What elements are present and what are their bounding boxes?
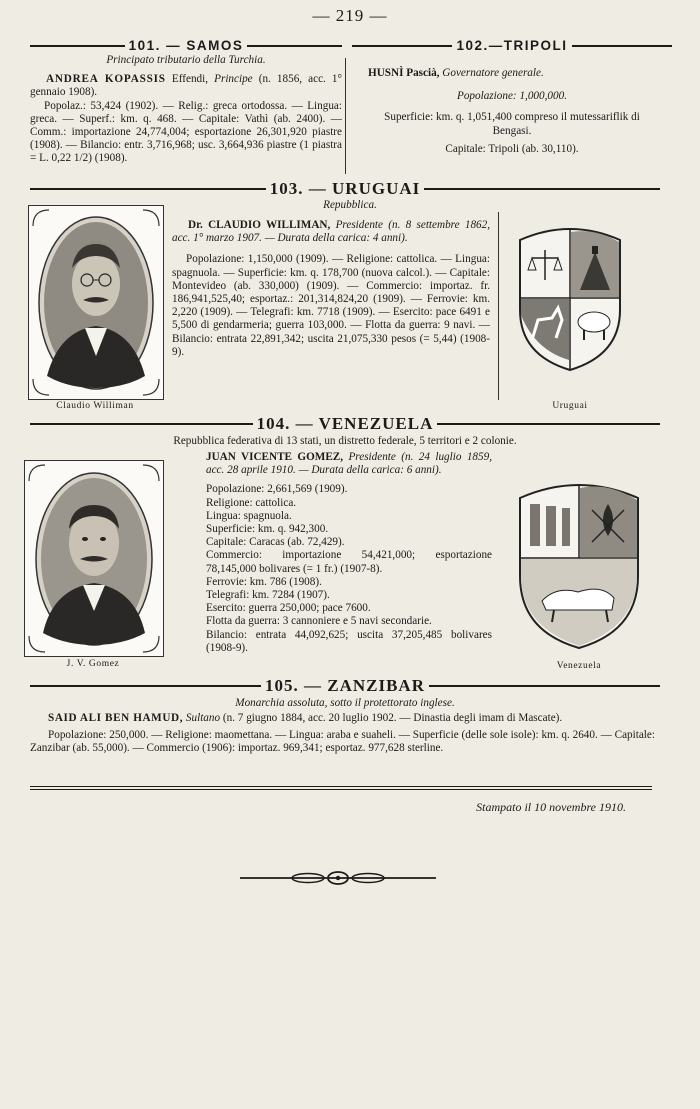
uruguai-body: Popolazione: 1,150,000 (1909). — Religione: cattolica. — Lingua: spagnuola. — Superficie: km. q. 178,700 (nuova calcol.). — Capitale: Montevideo (ab. 330,000) (1909). — Commercio: importaz. fr. 186,941,525,40; esportaz.: 201,314,824,20 (1909). — Ferrovie: km. 2,220 (1909). — Telegrafi: km. 7718 (1909). — Esercito: pace 6491 e 5,500 di gendarmeria; guerra 103,000. — Flotta da guerra: 9 navi. — Bilancio: entrata 22,891,342; uscita 21,075,330 pesos (= 5,44) (1908-9). [172, 253, 490, 358]
heading-rule [437, 423, 660, 425]
uruguai-heading-row [30, 179, 660, 199]
samos-ruler-name: ANDREA KOPASSIS [46, 73, 166, 86]
venezuela-ruler-role: Presidente [348, 451, 396, 463]
closing-rule [30, 786, 652, 787]
tripoli-heading: 102.—TRIPOLI [456, 38, 568, 53]
venezuela-stat: Commercio: importazione 54,421,000; esportazione 78,145,000 bolivares (= 1 fr.) (1907-8). [206, 549, 492, 575]
venezuela-stat: Religione: cattolica. [206, 496, 297, 509]
samos-heading: 101. — SAMOS [128, 38, 244, 53]
zanzibar-heading: 105. — ZANZIBAR [265, 676, 425, 695]
uruguai-ruler-role: Presidente [335, 219, 384, 231]
zanzibar-heading-block [30, 676, 660, 710]
venezuela-coat-of-arms [512, 476, 646, 652]
portrait-williman-image [29, 206, 163, 399]
heading-rule [30, 685, 261, 687]
uruguai-arms-caption: Uruguai [552, 401, 588, 411]
samos-ruler [30, 73, 342, 99]
portrait-gomez-image [25, 461, 163, 656]
heading-rule [572, 45, 672, 47]
uruguai-coat-of-arms [510, 220, 630, 372]
closing-rule [30, 789, 652, 790]
zanzibar-ruler [30, 712, 655, 725]
samos-heading-row [30, 38, 342, 53]
venezuela-stat: Bilancio: entrata 44,092,625; uscita 37,205,485 bolivares (1908-9). [206, 628, 492, 654]
page-number: — 219 — [312, 6, 388, 25]
column-divider [345, 58, 346, 174]
ornament-divider [238, 870, 438, 886]
samos-body: Popolaz.: 53,424 (1902). — Relig.: greca ortodossa. — Lingua: greca. — Superf.: km. q. 468. — Capitale: Vathì (ab. 2400). — Comm.: importazione 24,774,004; esportazione 26,301,920 piastre (1908). — Bilancio: entr. 3,716,968; usc. 3,664,936 piastre (1 piastra = L. 0,22 1/2) (1908). [30, 99, 342, 165]
zanzibar-ruler-dates: (n. 7 giugno 1884, acc. 20 luglio 1902. — Dinastia degli imam di Mascate). [222, 712, 563, 724]
venezuela-ruler [172, 451, 492, 477]
tripoli-ruler-name: HUSNÌ Pascià, [368, 67, 440, 79]
uruguai-subtitle: Repubblica. [323, 199, 377, 211]
tripoli-population: Popolazione: 1,000,000. [456, 90, 567, 103]
uruguai-ruler-name: Dr. CLAUDIO WILLIMAN, [188, 219, 331, 231]
ornament-image [238, 870, 438, 886]
heading-rule [30, 45, 125, 47]
zanzibar-text [30, 712, 655, 756]
venezuela-heading-block [30, 414, 660, 448]
tripoli-area: Superficie: km. q. 1,051,400 compreso il mutessariflik di Bengasi. [384, 111, 640, 137]
heading-rule [429, 685, 660, 687]
venezuela-ruler-name: JUAN VICENTE GOMEZ, [206, 451, 344, 463]
heading-rule [30, 188, 266, 190]
venezuela-stat: Ferrovie: km. 786 (1908). [206, 575, 322, 588]
venezuela-stat: Flotta da guerra: 3 cannoniere e 5 navi secondarie. [206, 615, 432, 628]
uruguai-ruler-dates: (n. 8 settembre 1862, acc. 1° marzo 1907. — Durata della carica: 4 anni). [172, 219, 491, 245]
venezuela-text [172, 451, 492, 655]
venezuela-arms-image [512, 476, 646, 652]
uruguai-heading: 103. — URUGUAI [269, 179, 421, 198]
heading-rule [30, 423, 253, 425]
tripoli-section [352, 38, 672, 156]
venezuela-stats [172, 483, 492, 655]
venezuela-ruler-dates: (n. 24 luglio 1859, acc. 28 aprile 1910. — Durata della carica: 6 anni). [206, 451, 493, 477]
venezuela-stat: Capitale: Caracas (ab. 72,429). [206, 536, 345, 549]
uruguai-text [172, 219, 490, 359]
samos-section [30, 38, 342, 166]
heading-rule [247, 45, 342, 47]
zanzibar-ruler-role: Sultano [185, 712, 221, 724]
venezuela-stat: Superficie: km. q. 942,300. [206, 523, 329, 536]
zanzibar-subtitle-text: Monarchia assoluta, sotto il protettorato inglese. [235, 697, 455, 709]
samos-ruler-role: Principe [214, 73, 253, 86]
samos-ruler-title: Effendi, [165, 73, 215, 86]
venezuela-subtitle: Repubblica federativa di 13 stati, un distretto federale, 5 territori e 2 colonie. [173, 435, 517, 447]
tripoli-capital: Capitale: Tripoli (ab. 30,110). [445, 142, 579, 155]
venezuela-stat: Telegrafi: km. 7284 (1907). [206, 589, 330, 602]
heading-rule [352, 45, 452, 47]
zanzibar-ruler-name: SAID ALI BEN HAMUD, [48, 712, 184, 724]
tripoli-ruler [352, 67, 672, 80]
portrait-williman-caption: Claudio Williman [56, 401, 134, 411]
samos-subtitle: Principato tributario della Turchia. [106, 54, 266, 66]
venezuela-stat: Popolazione: 2,661,569 (1909). [206, 483, 348, 496]
portrait-gomez-caption: J. V. Gomez [66, 659, 120, 669]
uruguai-ruler [172, 219, 490, 245]
venezuela-heading-row [30, 414, 660, 434]
uruguai-arms-image [510, 220, 630, 372]
venezuela-stat: Esercito: guerra 250,000; pace 7600. [206, 602, 371, 615]
venezuela-arms-caption: Venezuela [556, 661, 602, 671]
colophon: Stampato il 10 novembre 1910. [476, 800, 626, 814]
tripoli-ruler-role: Governatore generale. [442, 67, 544, 79]
zanzibar-body: Popolazione: 250,000. — Religione: maomettana. — Lingua: araba e suaheli. — Superficie (delle sole isole): km. q. 2640. — Capitale: Zanzibar (ab. 55,000). — Commercio (1906): importaz. 969,341; esportaz. 977,628 sterline. [30, 729, 655, 755]
heading-rule [424, 188, 660, 190]
zanzibar-subtitle [30, 697, 660, 710]
portrait-williman [28, 205, 164, 400]
venezuela-stat: Lingua: spagnuola. [206, 509, 292, 522]
samos-ruler-dates: (n. 1856, acc. 1° gennaio 1908). [30, 73, 342, 99]
portrait-gomez [24, 460, 164, 657]
zanzibar-heading-row [30, 676, 660, 696]
arms-divider [498, 212, 499, 400]
tripoli-heading-row [352, 38, 672, 53]
venezuela-heading: 104. — VENEZUELA [256, 414, 434, 433]
